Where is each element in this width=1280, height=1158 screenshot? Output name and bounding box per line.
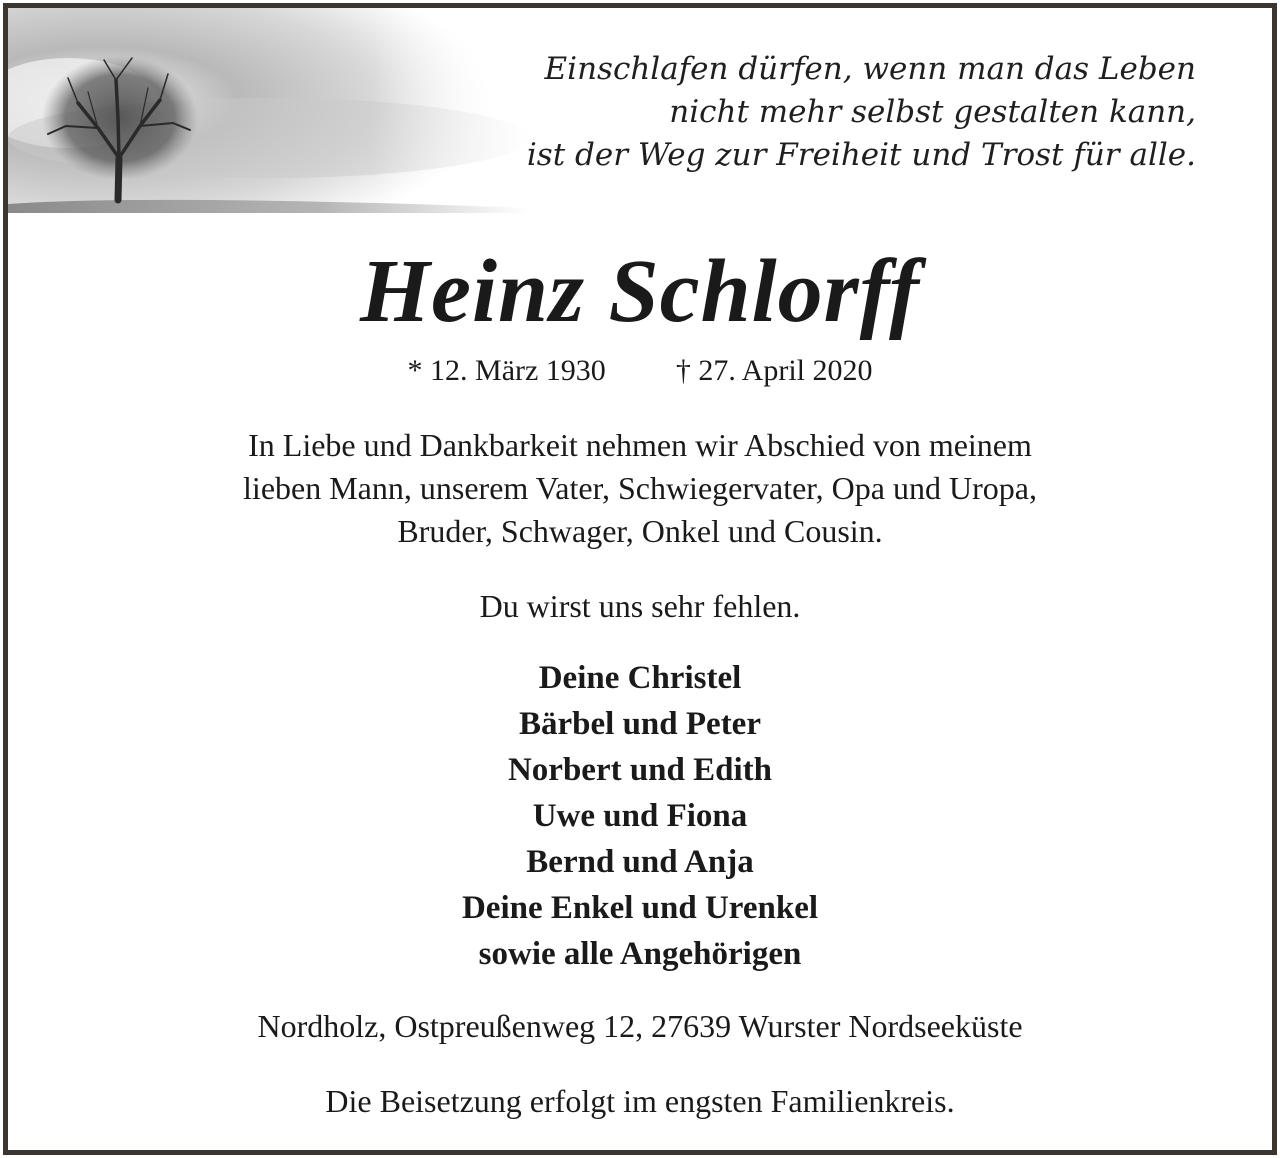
signer: sowie alle Angehörigen — [478, 936, 802, 972]
address: Nordholz, Ostpreußenweg 12, 27639 Wurster Nordseeküste — [257, 1008, 1023, 1044]
signer: Bernd und Anja — [526, 844, 754, 880]
signer: Deine Enkel und Urenkel — [461, 890, 819, 926]
obituary-notice — [3, 3, 1277, 1155]
quote-line: ist der Weg zur Freiheit und Trost für alle. — [526, 137, 1196, 173]
farewell-message: Du wirst uns sehr fehlen. — [479, 588, 801, 624]
life-dates — [8, 352, 1272, 390]
intro-text — [8, 424, 1272, 553]
signer: Deine Christel — [538, 660, 742, 696]
birth-date: * 12. März 1930 — [407, 354, 606, 387]
intro-line: Bruder, Schwager, Onkel und Cousin. — [397, 513, 883, 549]
signers-list — [8, 655, 1272, 977]
signer: Uwe und Fiona — [532, 798, 748, 834]
burial-note: Die Beisetzung erfolgt im engsten Familienkreis. — [325, 1083, 955, 1119]
signer: Bärbel und Peter — [519, 706, 761, 742]
signer: Norbert und Edith — [507, 752, 773, 788]
intro-line: In Liebe und Dankbarkeit nehmen wir Abschied von meinem — [248, 427, 1032, 463]
quote-line: nicht mehr selbst gestalten kann, — [669, 94, 1196, 130]
death-date: † 27. April 2020 — [675, 354, 873, 387]
deceased-name: Heinz Schlorff — [360, 242, 920, 341]
quote-line: Einschlafen dürfen, wenn man das Leben — [544, 51, 1196, 87]
quote — [436, 48, 1196, 177]
intro-line: lieben Mann, unserem Vater, Schwiegervater, Opa und Uropa, — [243, 470, 1037, 506]
